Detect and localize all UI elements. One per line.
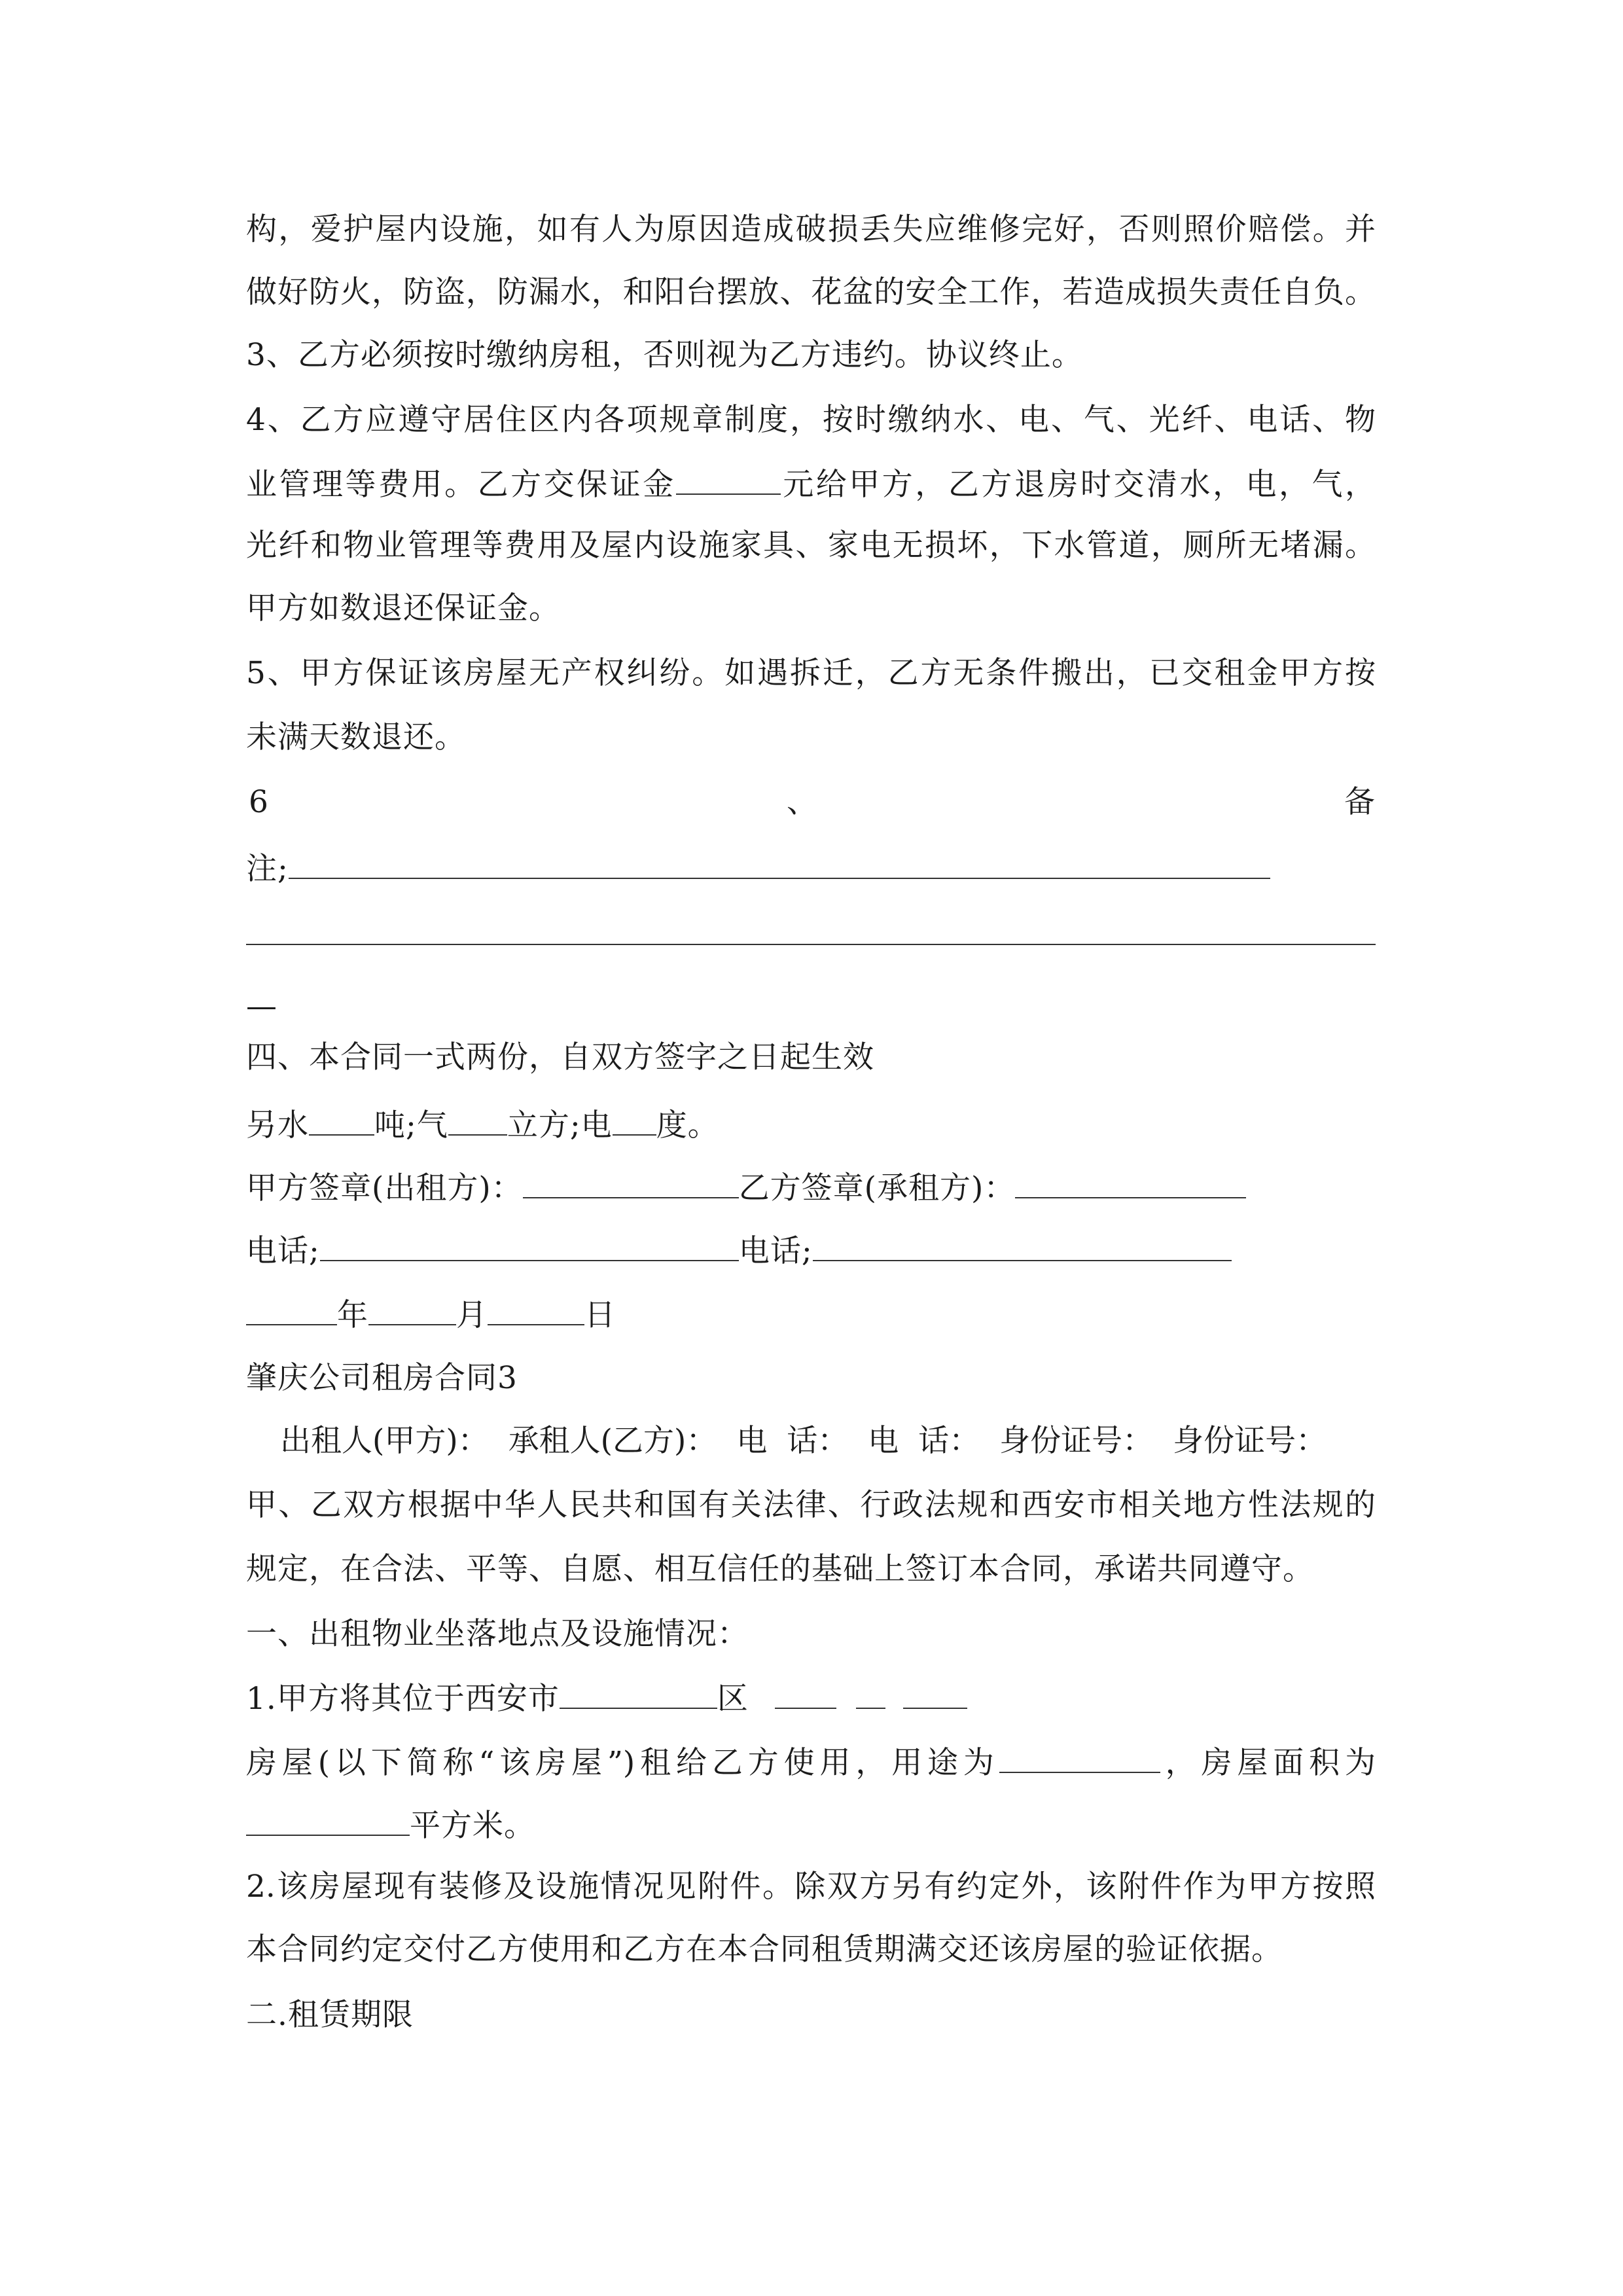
text-line: 构，爱护屋内设施，如有人为原因造成破损丢失应维修完好，否则照价赔偿。并 [246,211,1376,247]
address-line [246,1677,1376,1717]
text: 度。 [656,1107,719,1143]
gas-blank[interactable] [448,1104,507,1136]
text-line: 未满天数退还。 [246,719,466,755]
text-line [246,463,1376,503]
text: 电 话： [736,1423,849,1459]
text: 吨;气 [374,1107,448,1143]
text: 月 [456,1297,488,1333]
address-blank[interactable] [903,1677,967,1709]
usage-blank[interactable] [999,1742,1160,1773]
date-line [246,1294,1376,1333]
text: 1.甲方将其位于西安市 [246,1681,560,1717]
lessor-phone-blank[interactable] [320,1230,739,1261]
water-blank[interactable] [309,1104,374,1136]
text: 年 [337,1297,368,1333]
text: 身份证号： [999,1423,1154,1459]
year-blank[interactable] [246,1294,337,1325]
text: ，房屋面积为 [1160,1745,1376,1781]
text: 备 [1344,784,1376,820]
clause-3: 3、乙方必须按时缴纳房租，否则视为乙方违约。协议终止。 [246,337,1083,373]
remarks-line [246,848,1376,887]
parties-line [246,1422,1376,1461]
text-line: 光纤和物业管理等费用及屋内设施家具、家电无损坏，下水管道，厕所无堵漏。 [246,528,1376,564]
text-line [246,1742,1376,1781]
text: 电 话： [868,1423,980,1459]
text: 业管理等费用。乙方交保证金 [246,467,676,503]
text-line: — [246,988,277,1024]
district-blank[interactable] [560,1677,717,1709]
section-2-heading: 二.租赁期限 [246,1997,414,2033]
area-line [246,1804,1376,1844]
text: 乙方签章(承租方)： [738,1170,1016,1206]
contract-title: 肇庆公司租房合同3 [246,1360,518,1396]
clause-5: 5、甲方保证该房屋无产权纠纷。如遇拆迁，乙方无条件搬出，已交租金甲方按 [246,655,1376,691]
text: 6 [249,784,269,820]
text: 元给甲方，乙方退房时交清水，电，气， [780,467,1376,503]
text: 出租人(甲方)： [280,1423,489,1459]
text-line: 甲、乙双方根据中华人民共和国有关法律、行政法规和西安市相关地方性法规的 [246,1487,1376,1523]
electricity-blank[interactable] [613,1104,656,1136]
text: 注; [246,851,289,887]
remarks-blank-line[interactable] [246,944,1376,945]
phone-line [246,1230,1376,1269]
text: 甲方签章(出租方)： [246,1170,523,1206]
text-line: 本合同约定交付乙方使用和乙方在本合同租赁期满交还该房屋的验证依据。 [246,1931,1283,1967]
text: 平方米。 [410,1808,535,1844]
text-line: 2.该房屋现有装修及设施情况见附件。除双方另有约定外，该附件作为甲方按照 [246,1869,1376,1905]
text: 日 [584,1297,616,1333]
month-blank[interactable] [368,1294,456,1325]
deposit-blank[interactable] [676,463,781,495]
section-1-heading: 一、出租物业坐落地点及设施情况： [246,1616,749,1652]
text: 另水 [246,1107,309,1143]
text: 区 [717,1681,749,1717]
text: 电话; [738,1233,813,1269]
meter-line [246,1104,1376,1143]
address-blank[interactable] [856,1677,885,1709]
area-blank[interactable] [246,1804,410,1836]
signature-line [246,1167,1376,1206]
text: 承租人(乙方)： [508,1423,717,1459]
text: 电话; [246,1233,320,1269]
address-blank[interactable] [775,1677,836,1709]
text-line: 规定，在合法、平等、自愿、相互信任的基础上签订本合同，承诺共同遵守。 [246,1551,1314,1587]
clause-6 [246,783,1376,822]
lessee-phone-blank[interactable] [813,1230,1232,1261]
text: 、 [787,784,818,820]
day-blank[interactable] [488,1294,584,1325]
section-4: 四、本合同一式两份，自双方签字之日起生效 [246,1039,874,1075]
text-line: 做好防火，防盗，防漏水，和阳台摆放、花盆的安全工作，若造成损失责任自负。 [246,274,1376,310]
text: 房屋(以下简称“该房屋”)租给乙方使用，用途为 [246,1745,999,1781]
text: 身份证号： [1173,1423,1327,1459]
lessee-signature-blank[interactable] [1015,1167,1246,1198]
text: 立方;电 [507,1107,613,1143]
remarks-blank[interactable] [289,848,1270,879]
clause-4: 4、乙方应遵守居住区内各项规章制度，按时缴纳水、电、气、光纤、电话、物 [246,402,1376,438]
text-line: 甲方如数退还保证金。 [246,590,560,626]
lessor-signature-blank[interactable] [523,1167,739,1198]
